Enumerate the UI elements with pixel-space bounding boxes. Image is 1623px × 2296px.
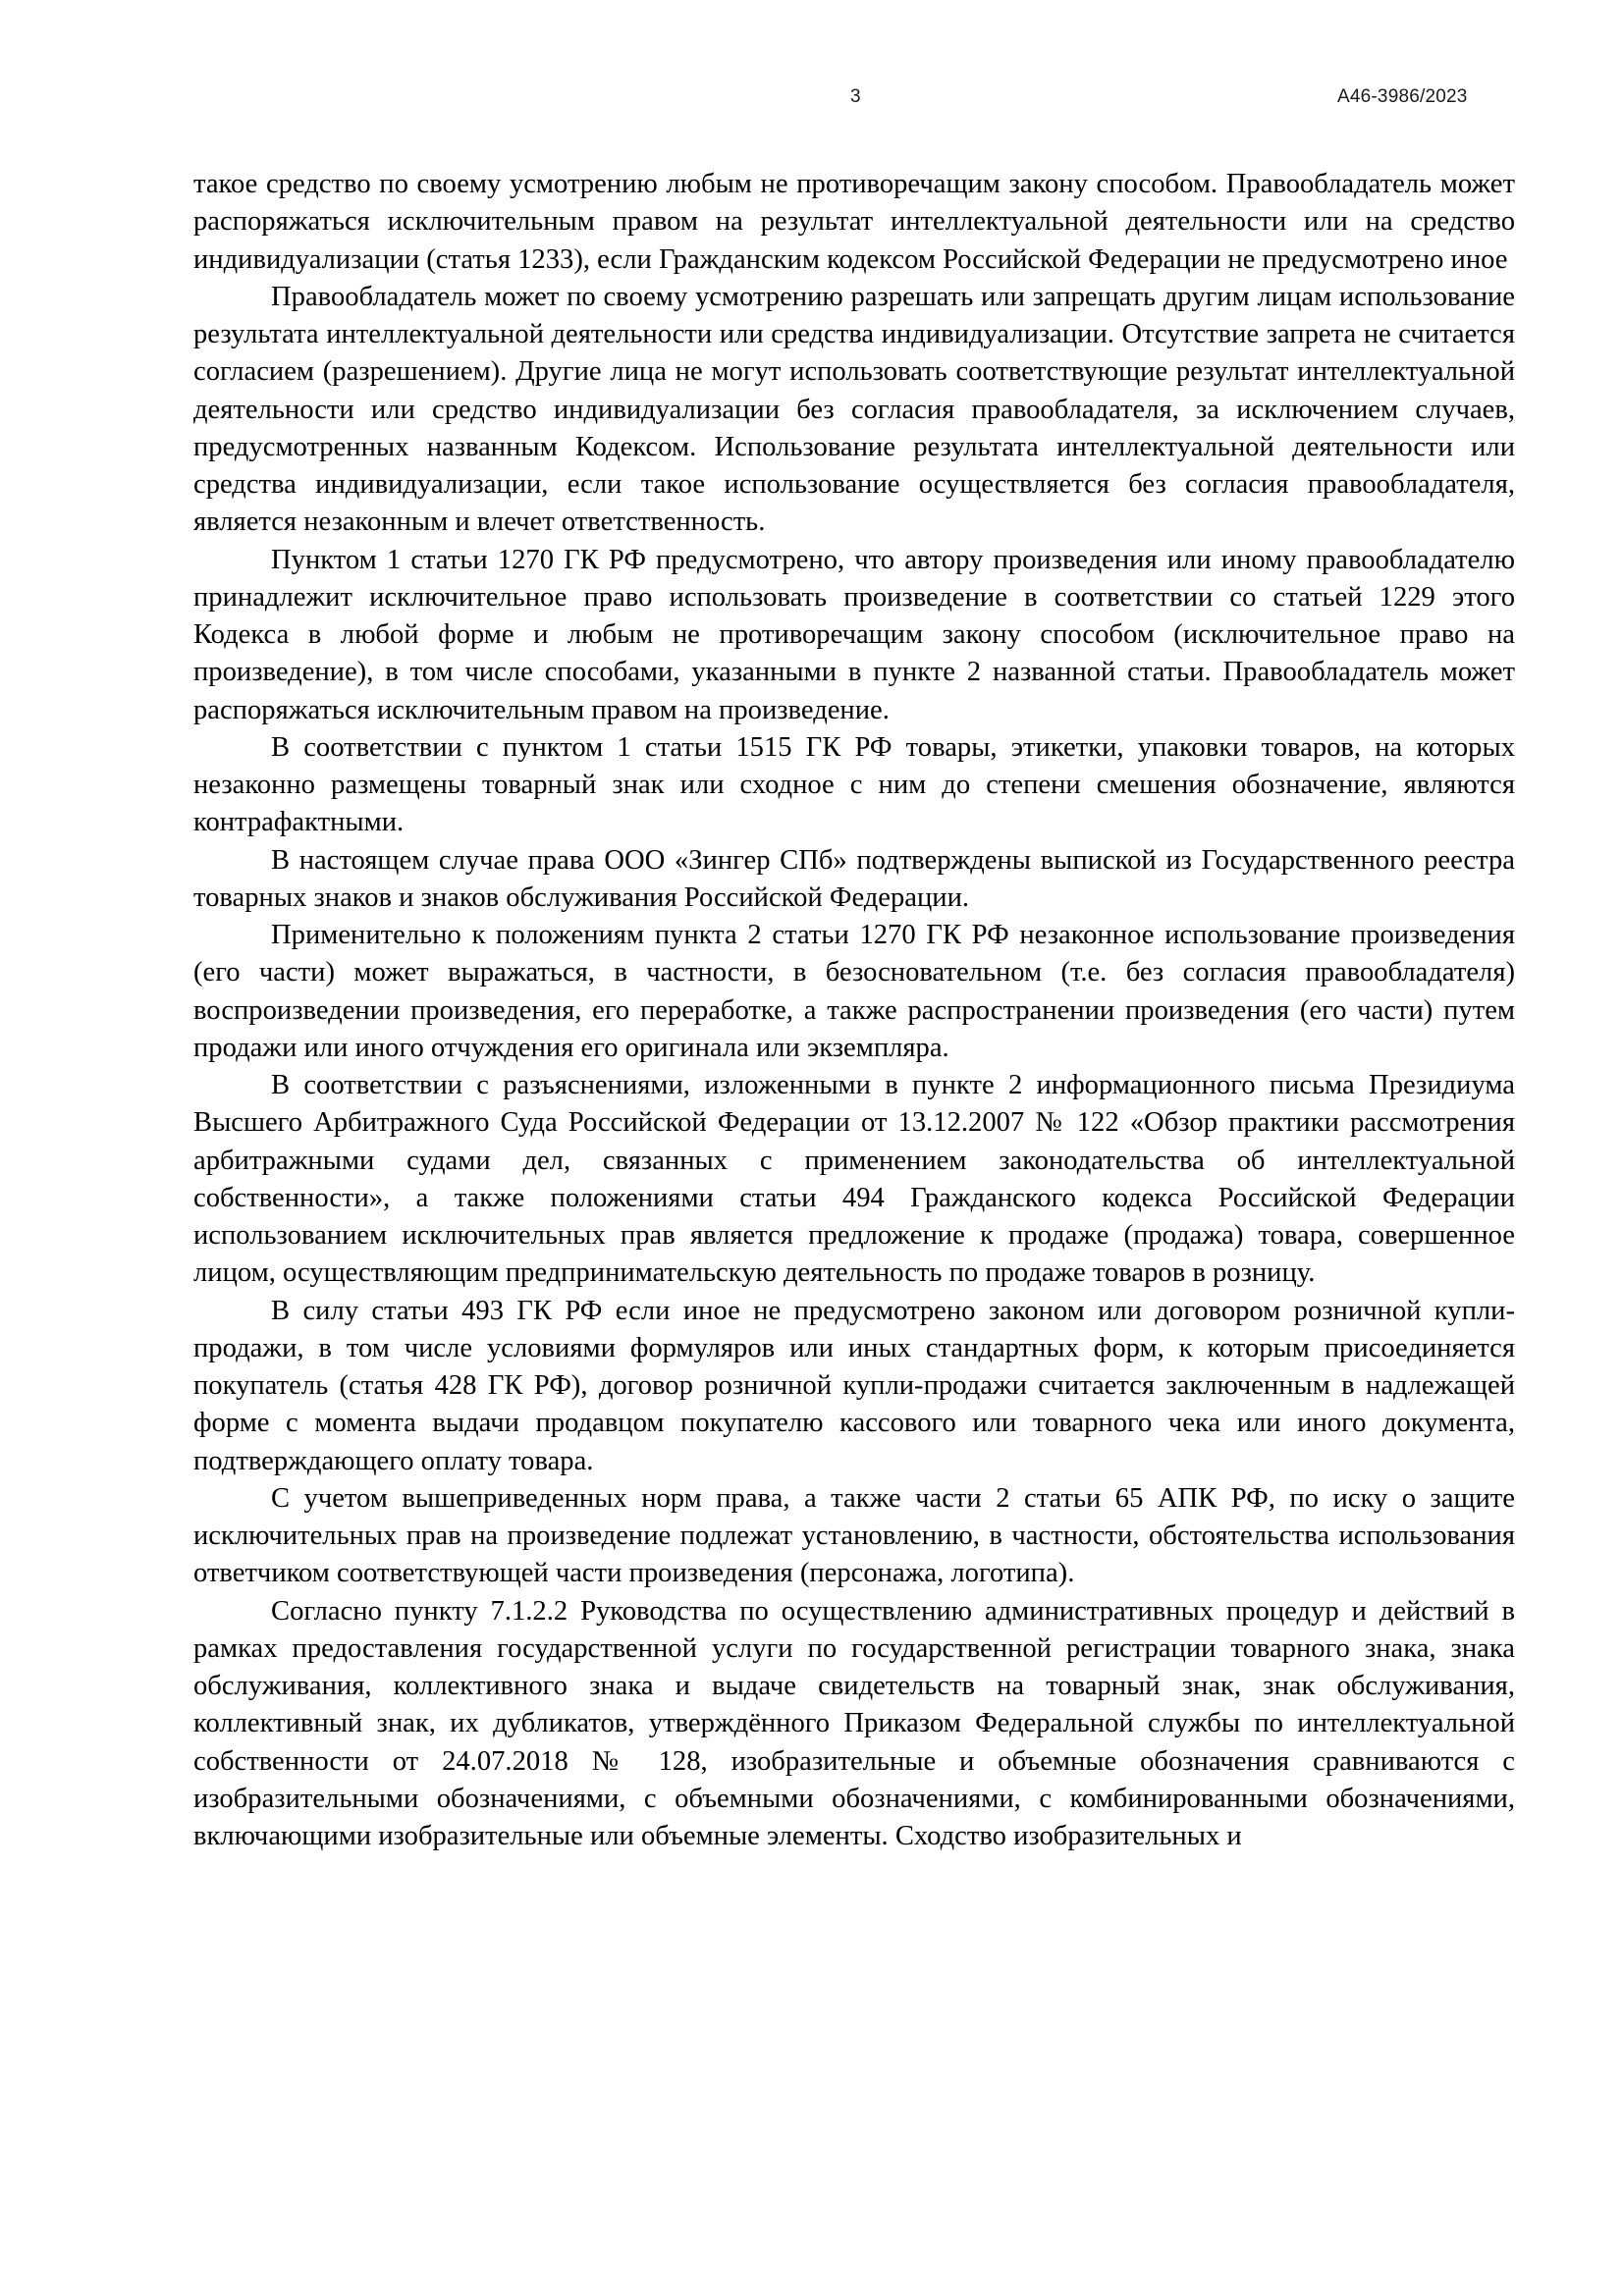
paragraph-rospatent-guide: Согласно пункту 7.1.2.2 Руководства по осуществлению административных процедур и действий в рамках предоставления государственной услуги по государственной регистрации товарного знака, знака обслуживания, коллективного знака и выдаче свидетельств на товарный знак, знак обслуживания, коллективный знак, их дубликатов, утверждённого Приказом Федеральной службы по интеллектуальной собственности от 24.07.2018 № 128, изобразительные и объемные обозначения сравниваются с изобразительными обозначениями, с объемными обозначениями, с комбинированными обозначениями, включающими изобразительные или объемные элементы. Сходство изобразительных и (193, 1595, 1515, 1851)
paragraph-article-493: В силу статьи 493 ГК РФ если иное не предусмотрено законом или договором розничной купли-продажи, в том числе условиями формуляров или иных стандартных форм, к которым присоединяется покупатель (статья 428 ГК РФ), договор розничной купли-продажи считается заключенным в надлежащей форме с момента выдачи продавцом покупателю кассового или товарного чека или иного документа, подтверждающего оплату товара. (193, 1295, 1515, 1476)
paragraph-article-1270-p1: Пунктом 1 статьи 1270 ГК РФ предусмотрено, что автору произведения или иному правообладателю принадлежит исключительное право использовать произведение в соответствии со статьей 1229 этого Кодекса в любой форме и любым не противоречащим закону способом (исключительное право на произведение), в том числе способами, указанными в пункте 2 названной статьи. Правообладатель может распоряжаться исключительным правом на произведение. (193, 544, 1515, 725)
case-number: А46-3986/2023 (1337, 86, 1468, 107)
page-number: 3 (850, 86, 861, 107)
paragraph-vas-letter-122: В соответствии с разъяснениями, изложенными в пункте 2 информационного письма Президиума Высшего Арбитражного Суда Российской Федерации от 13.12.2007 № 122 «Обзор практики рассмотрения арбитражными судами дел, связанных с применением законодательства об интеллектуальной собственности», а также положениями статьи 494 Гражданского кодекса Российской Федерации использованием исключительных прав является предложение к продаже (продажа) товара, совершенное лицом, осуществляющим предпринимательскую деятельность по продаже товаров в розницу. (193, 1070, 1515, 1289)
paragraph-continuation: такое средство по своему усмотрению любым не противоречащим закону способом. Правообладатель может распоряжаться исключительным правом на результат интеллектуальной деятельности или на средство индивидуализации (статья 1233), если Гражданским кодексом Российской Федерации не предусмотрено иное (193, 169, 1515, 275)
page-header (0, 86, 1623, 116)
paragraph-rightholder-permission: Правообладатель может по своему усмотрению разрешать или запрещать другим лицам использование результата интеллектуальной деятельности или средства индивидуализации. Отсутствие запрета не считается согласием (разрешением). Другие лица не могут использовать соответствующие результат интеллектуальной деятельности или средство индивидуализации без согласия правообладателя, за исключением случаев, предусмотренных названным Кодексом. Использование результата интеллектуальной деятельности или средства индивидуализации, если такое использование осуществляется без согласия правообладателя, является незаконным и влечет ответственность. (193, 281, 1515, 538)
document-body (193, 166, 1515, 1855)
paragraph-article-1270-p2: Применительно к положениям пункта 2 статьи 1270 ГК РФ незаконное использование произведения (его части) может выражаться, в частности, в безосновательном (т.е. без согласия правообладателя) воспроизведении произведения, его переработке, а также распространении произведения (его части) путем продажи или иного отчуждения его оригинала или экземпляра. (193, 920, 1515, 1063)
paragraph-zinger-rights: В настоящем случае права ООО «Зингер СПб» подтверждены выпиской из Государственного реестра товарных знаков и знаков обслуживания Российской Федерации. (193, 844, 1515, 913)
paragraph-article-1515: В соответствии с пунктом 1 статьи 1515 ГК РФ товары, этикетки, упаковки товаров, на которых незаконно размещены товарный знак или сходное с ним до степени смешения обозначение, являются контрафактными. (193, 731, 1515, 838)
paragraph-apk-65: С учетом вышеприведенных норм права, а также части 2 статьи 65 АПК РФ, по иску о защите исключительных прав на произведение подлежат установлению, в частности, обстоятельства использования ответчиком соответствующей части произведения (персонажа, логотипа). (193, 1482, 1515, 1589)
